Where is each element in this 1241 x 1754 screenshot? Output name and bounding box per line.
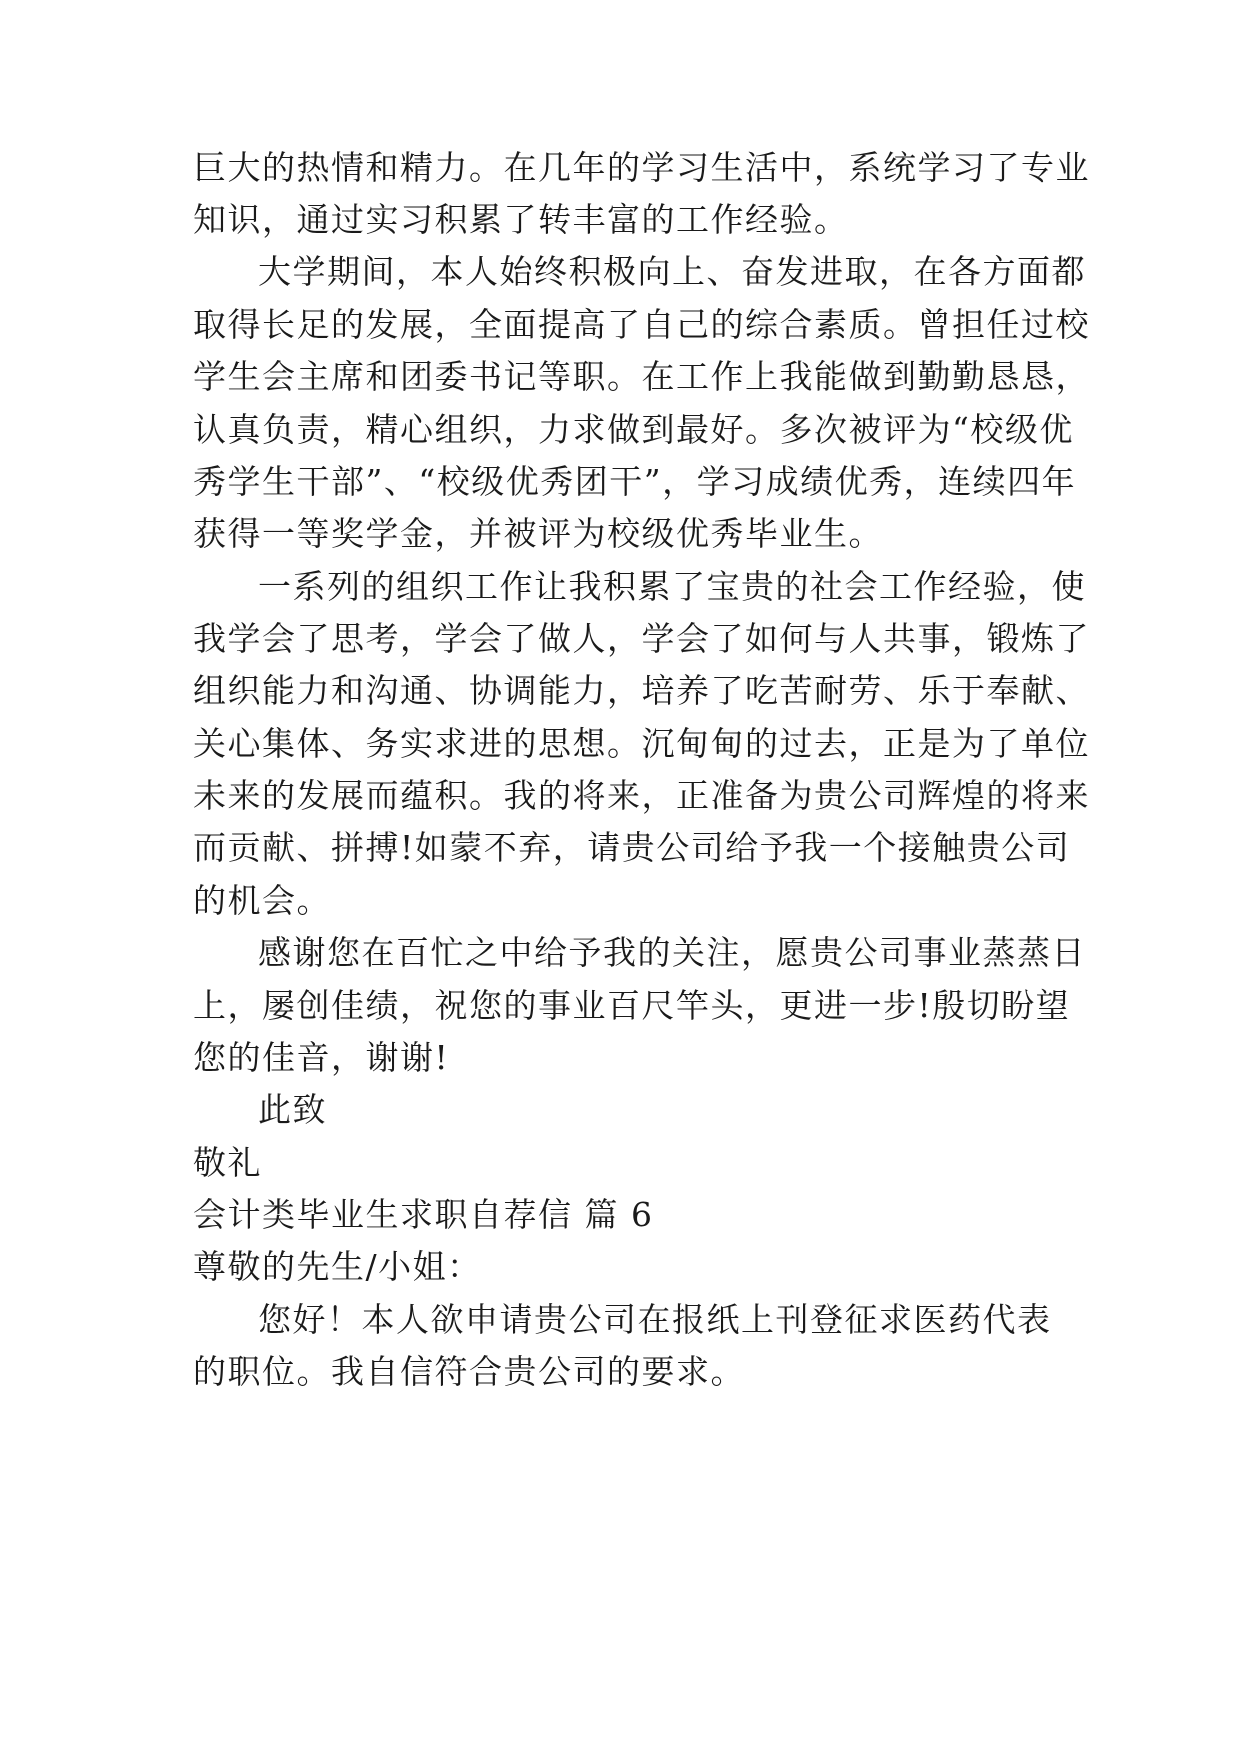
text-line: 大学期间，本人始终积极向上、奋发进取，在各方面都	[258, 252, 1086, 291]
text-line: 此致	[258, 1090, 327, 1129]
text-line: 知识，通过实习积累了转丰富的工作经验。	[193, 200, 849, 239]
text-line: 组织能力和沟通、协调能力，培养了吃苦耐劳、乐于奉献、	[193, 671, 1090, 710]
text-line: 关心集体、务实求进的思想。沉甸甸的过去，正是为了单位	[193, 724, 1090, 763]
text-line: 巨大的热情和精力。在几年的学习生活中，系统学习了专业	[193, 148, 1090, 187]
text-line: 尊敬的先生/小姐：	[193, 1247, 482, 1286]
text-line: 敬礼	[193, 1143, 262, 1182]
text-line: 感谢您在百忙之中给予我的关注，愿贵公司事业蒸蒸日	[258, 933, 1086, 972]
text-line: 我学会了思考，学会了做人，学会了如何与人共事，锻炼了	[193, 619, 1090, 658]
text-line: 会计类毕业生求职自荐信 篇 6	[193, 1195, 654, 1234]
text-line: 上，屡创佳绩，祝您的事业百尺竿头，更进一步!殷切盼望	[193, 986, 1071, 1025]
text-line: 而贡献、拼搏!如蒙不弃，请贵公司给予我一个接触贵公司	[193, 828, 1071, 867]
text-line: 学生会主席和团委书记等职。在工作上我能做到勤勤恳恳，	[193, 357, 1090, 396]
text-line: 的职位。我自信符合贵公司的要求。	[193, 1352, 745, 1391]
text-line: 您的佳音，谢谢!	[193, 1038, 450, 1077]
text-line: 秀学生干部”、“校级优秀团干”，学习成绩优秀，连续四年	[193, 462, 1077, 501]
text-line: 获得一等奖学金，并被评为校级优秀毕业生。	[193, 514, 883, 553]
text-line: 认真负责，精心组织，力求做到最好。多次被评为“校级优	[193, 410, 1074, 449]
text-line: 您好！本人欲申请贵公司在报纸上刊登征求医药代表	[258, 1300, 1052, 1339]
text-line: 的机会。	[193, 881, 331, 920]
text-line: 未来的发展而蕴积。我的将来，正准备为贵公司辉煌的将来	[193, 776, 1090, 815]
text-line: 一系列的组织工作让我积累了宝贵的社会工作经验，使	[258, 567, 1086, 606]
text-line: 取得长足的发展，全面提高了自己的综合素质。曾担任过校	[193, 305, 1090, 344]
